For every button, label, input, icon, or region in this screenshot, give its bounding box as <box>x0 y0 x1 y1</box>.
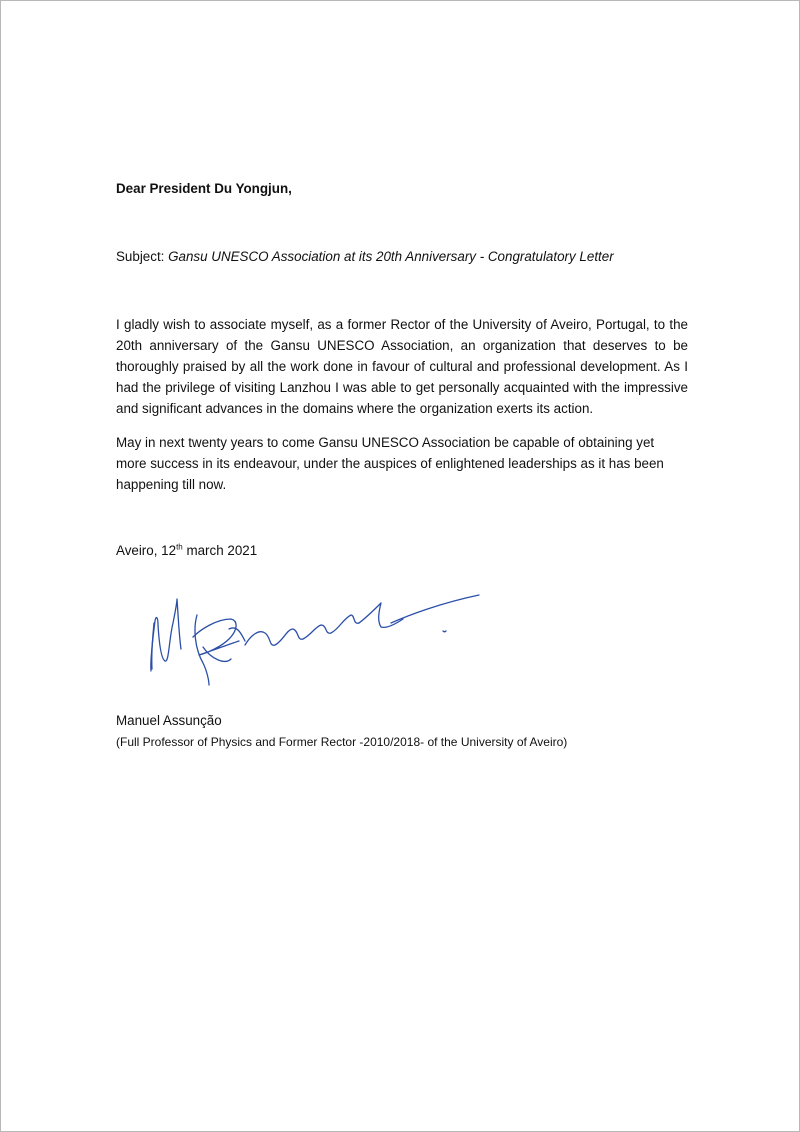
date-rest: march 2021 <box>182 543 258 558</box>
date-ordinal-suffix: th <box>176 542 183 552</box>
signer-title: (Full Professor of Physics and Former Rector -2010/2018- of the University of Aveiro) <box>116 735 568 749</box>
body-paragraph-1: I gladly wish to associate myself, as a former Rector of the University of Aveiro, Portugal, to the 20th anniversary of the Gansu UNESCO Association, an organization that deserves to be thoroughly praised by all the work done in favour of cultural and professional development. As I had the privilege of visiting Lanzhou I was able to get personally acquainted with the impressive and significant advances in the domains where the organization exerts its action. <box>116 317 688 416</box>
subject-line <box>116 246 688 267</box>
body-paragraph-2: May in next twenty years to come Gansu UNESCO Association be capable of obtaining yet more success in its endeavour, under the auspices of enlightened leaderships as it has been happening till now. <box>116 435 664 492</box>
date-place: Aveiro, 12 <box>116 543 177 558</box>
handwritten-signature-icon <box>141 589 491 689</box>
signer-name: Manuel Assunção <box>116 713 222 728</box>
subject-label: Subject: <box>116 249 169 264</box>
subject-text: Gansu UNESCO Association at its 20th Anniversary - Congratulatory Letter <box>168 249 614 264</box>
date-line <box>116 540 688 561</box>
greeting: Dear President Du Yongjun, <box>116 181 292 196</box>
